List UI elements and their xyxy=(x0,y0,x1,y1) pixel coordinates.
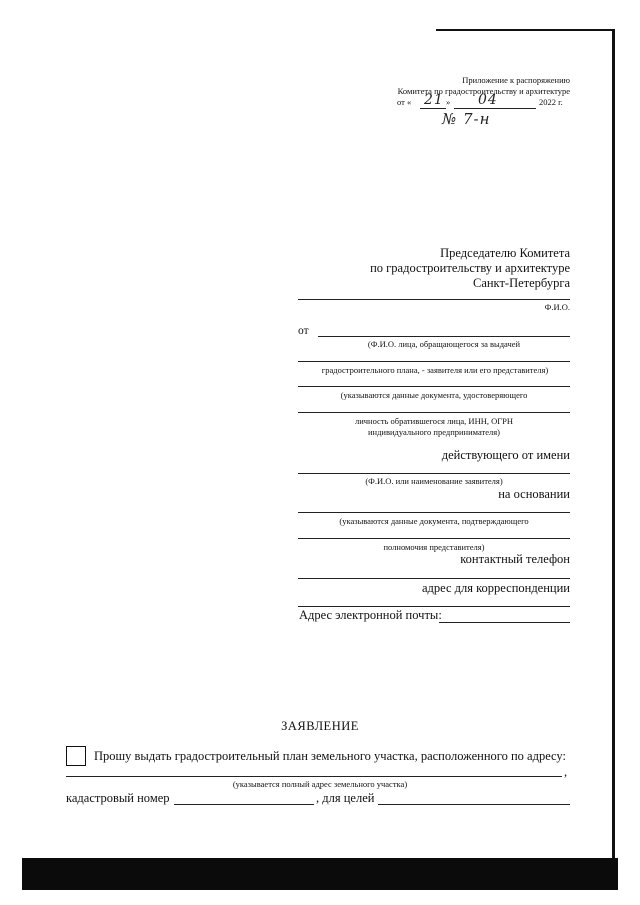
purpose-line xyxy=(378,804,570,805)
appendix-date-year: 2022 г. xyxy=(539,97,563,107)
docs-line-2 xyxy=(298,412,570,413)
cadastral-line xyxy=(174,804,314,805)
from-line xyxy=(318,336,570,337)
scan-border-bottom xyxy=(22,858,618,890)
scan-border-top xyxy=(436,29,614,31)
phone-label: контактный телефон xyxy=(460,552,570,566)
appendix-number: № 7-н xyxy=(442,110,491,128)
address-line xyxy=(66,776,562,777)
caption-plan: градостроительного плана, - заявителя или его представителя) xyxy=(321,365,549,375)
purpose-label: , для целей xyxy=(316,791,375,805)
authority-line-1 xyxy=(298,512,570,513)
acting-on-behalf: действующего от имени xyxy=(441,448,570,462)
phone-line xyxy=(298,578,570,579)
cadastral-label: кадастровый номер xyxy=(66,791,170,805)
email-line xyxy=(439,622,570,623)
mail-address-label: адрес для корреспонденции xyxy=(421,581,570,595)
appendix-line-1: Приложение к распоряжению xyxy=(462,75,570,85)
date-day-line xyxy=(420,108,446,109)
caption-authority-2: полномочия представителя) xyxy=(383,542,485,552)
date-month-line xyxy=(454,108,536,109)
addressee-line-2: по градостроительству и архитектуре xyxy=(370,261,570,275)
request-text: Прошу выдать градостроительный план земельного участка, расположенного по адресу: xyxy=(94,749,566,763)
caption-address: (указывается полный адрес земельного участка) xyxy=(232,779,408,789)
appendix-date-prefix: от « xyxy=(397,97,412,107)
caption-authority-1: (указываются данные документа, подтверждающего xyxy=(339,516,529,526)
appendix-date-mid: » xyxy=(446,97,451,107)
appendix-date-day: 21 xyxy=(424,92,444,108)
addressee-line-1: Председателю Комитета xyxy=(440,246,570,260)
addressee-line-3: Санкт-Петербурга xyxy=(472,276,570,290)
docs-line-1 xyxy=(298,386,570,387)
scan-border-right xyxy=(612,29,615,865)
fio-line xyxy=(298,299,570,300)
request-checkbox[interactable] xyxy=(66,746,86,766)
appendix-date-month: 04 xyxy=(478,92,498,108)
from-label: от xyxy=(298,325,309,337)
applicant-line-2 xyxy=(298,361,570,362)
caption-fio-applicant: (Ф.И.О. лица, обращающегося за выдачей xyxy=(367,339,521,349)
authority-line-2 xyxy=(298,538,570,539)
fio-caption: Ф.И.О. xyxy=(544,302,570,312)
caption-applicant-name: (Ф.И.О. или наименование заявителя) xyxy=(365,476,503,486)
on-basis: на основании xyxy=(498,487,570,501)
applicant-name-line xyxy=(298,473,570,474)
caption-docs-2: личность обратившегося лица, ИНН, ОГРН xyxy=(354,416,514,426)
statement-title: ЗАЯВЛЕНИЕ xyxy=(281,719,359,733)
mail-address-line xyxy=(298,606,570,607)
caption-docs-3: индивидуального предпринимателя) xyxy=(368,427,500,437)
appendix-line-2: Комитета по градостроительству и архитектуре xyxy=(397,86,570,96)
address-trailing-comma: , xyxy=(564,765,568,779)
caption-docs-1: (указываются данные документа, удостоверяющего xyxy=(340,390,528,400)
email-label: Адрес электронной почты: xyxy=(299,608,442,622)
